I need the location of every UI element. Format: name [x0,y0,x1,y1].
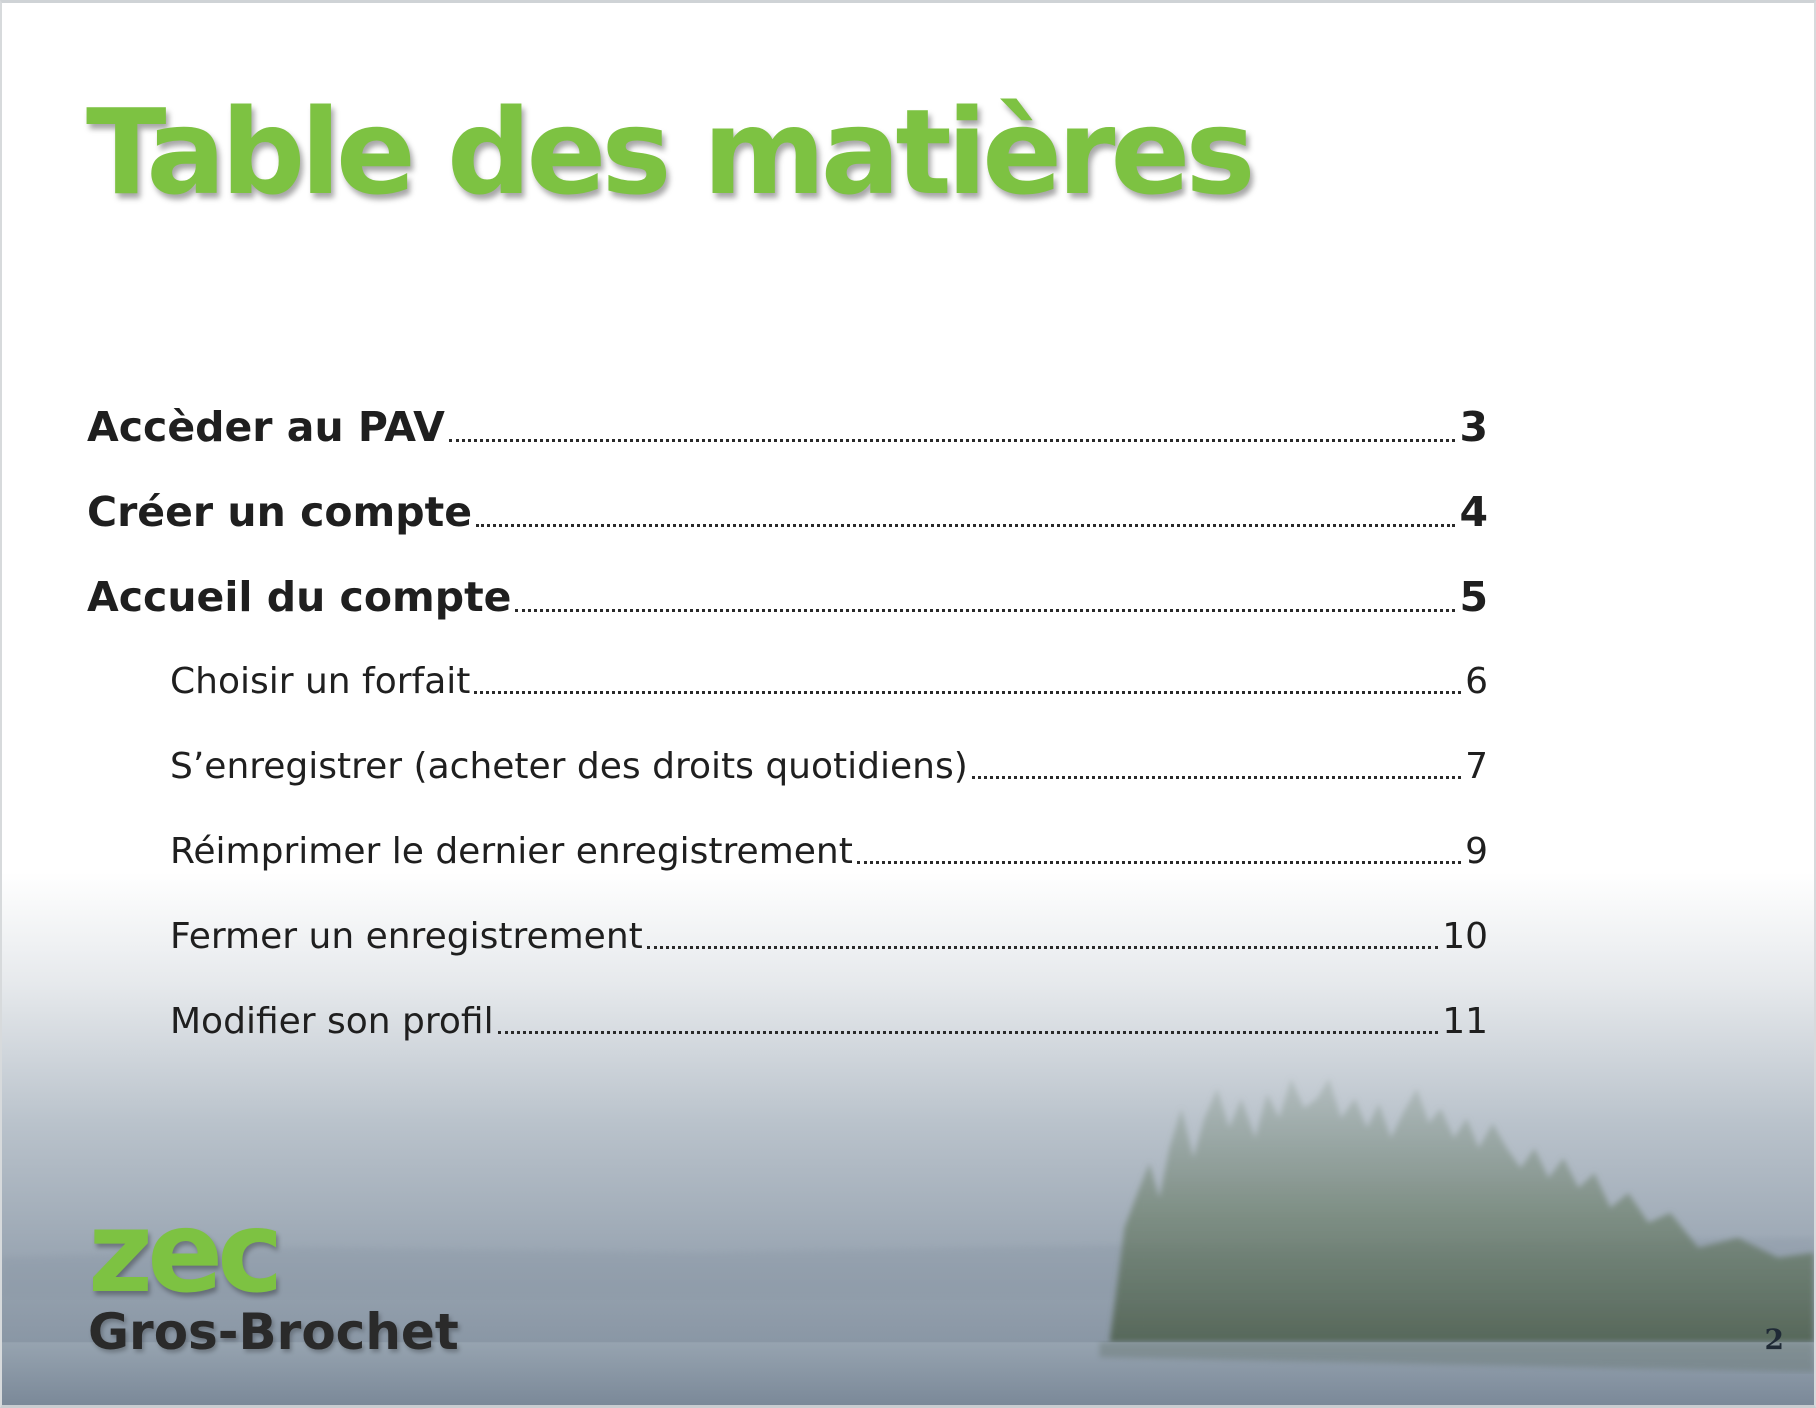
dot-leader [972,746,1461,787]
toc-subentry[interactable] [170,661,1488,702]
toc-entry-label: Fermer un enregistrement [170,916,643,957]
toc-entry-page: 4 [1459,488,1488,536]
toc-entry-page: 5 [1459,573,1488,621]
toc-entry-label: Accueil du compte [87,573,512,621]
dot-leader [857,831,1461,872]
toc-entry-label: S’enregistrer (acheter des droits quotidiens) [170,746,968,787]
toc-entry-page: 7 [1465,746,1488,787]
toc-subentry[interactable] [170,831,1488,872]
toc-entry[interactable] [87,403,1488,451]
toc-entry-page: 9 [1465,831,1488,872]
toc-entry[interactable] [87,488,1488,536]
page-title: Table des matières [86,83,1251,221]
toc-entry-label: Créer un compte [87,488,473,536]
toc-entry-label: Accèder au PAV [87,403,445,451]
zec-gros-brochet-logo [88,1188,459,1361]
toc-subentry[interactable] [170,1001,1488,1042]
toc-entry-page: 6 [1465,661,1488,702]
dot-leader [647,916,1438,957]
toc-entry[interactable] [87,573,1488,621]
dot-leader [476,488,1455,536]
toc-entry-label: Modifier son profil [170,1001,494,1042]
toc-subentry[interactable] [170,746,1488,787]
toc-entry-page: 11 [1442,1001,1488,1042]
toc-subentry[interactable] [170,916,1488,957]
toc-entry-label: Réimprimer le dernier enregistrement [170,831,853,872]
dot-leader [498,1001,1439,1042]
logo-name: Gros-Brochet [88,1303,459,1361]
dot-leader [449,403,1456,451]
toc-entry-page: 3 [1459,403,1488,451]
dot-leader [515,573,1455,621]
page-number: 2 [1764,1323,1784,1356]
dot-leader [474,661,1461,702]
toc-entry-page: 10 [1442,916,1488,957]
logo-mark: zec [88,1188,278,1318]
toc-entry-label: Choisir un forfait [170,661,471,702]
